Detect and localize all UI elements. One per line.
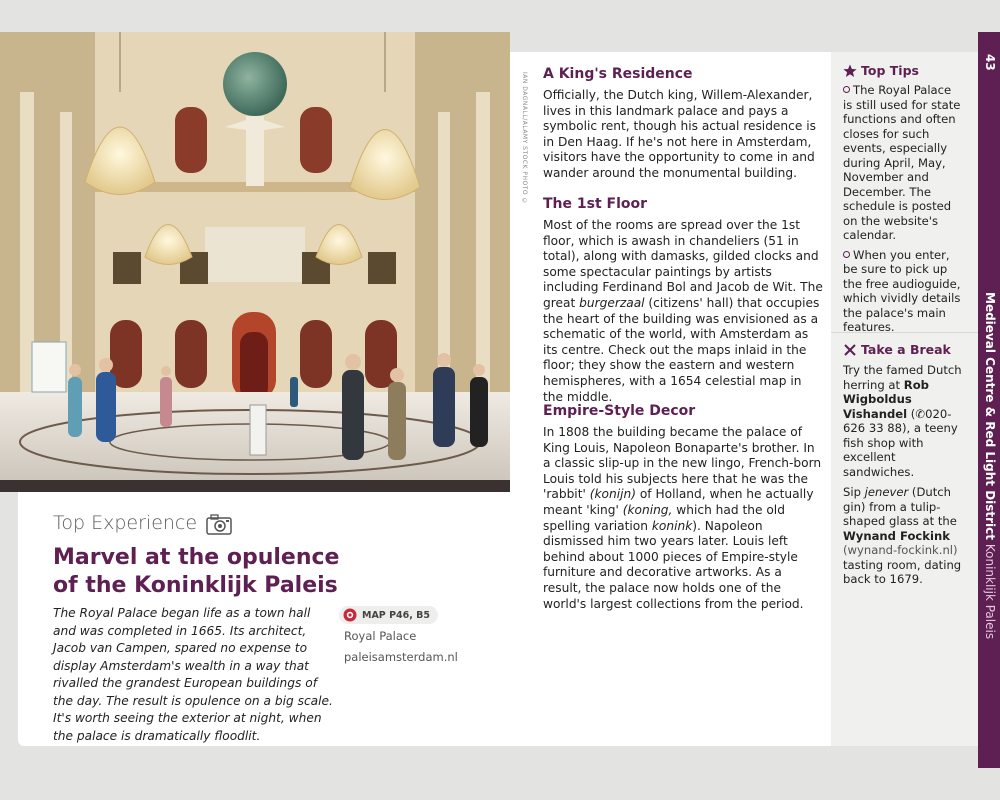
place-name: Royal Palace bbox=[344, 629, 417, 643]
break-text: Try the famed Dutch herring at Rob Wigboldus Vishandel (✆020-626 33 88), a teeny fish shop with excellent sandwiches. bbox=[843, 363, 962, 479]
take-a-break-box bbox=[843, 342, 963, 587]
section-heading: A King's Residence bbox=[543, 66, 693, 82]
section-text: In 1808 the building became the palace of King Louis, Napoleon Bonaparte's brother. In a classic slip-up in the new lingo, French-born Louis told his subjects here that he was the 'rabbit' (konijn) of Holland, when he actually meant 'king' (koning, which had the old spelling variation konink). Napoleon dismissed him two years later. Louis left behind about 1000 pieces of Empire-style furniture and decorative artworks. As a result, the palace now holds one of the world's largest collections from the period. bbox=[543, 425, 822, 611]
page-number: 43 bbox=[983, 54, 997, 71]
map-reference-label: MAP P46, B5 bbox=[362, 609, 431, 621]
page-title bbox=[53, 544, 353, 600]
photo-credit: IAN DAGNALL/ALAMY STOCK PHOTO © bbox=[521, 72, 528, 206]
place-website-link[interactable]: paleisamsterdam.nl bbox=[344, 650, 458, 664]
venue-url: (wynand-fockink.nl) bbox=[843, 543, 958, 557]
section-title-bold: Medieval Centre & Red Light District bbox=[983, 292, 997, 541]
top-tips-heading: Top Tips bbox=[843, 63, 963, 78]
intro-paragraph: The Royal Palace began life as a town hall and was completed in 1665. Its architect, Jacob van Campen, spared no expense to display Amsterdam's wealth in a way that rivalled the grandest European buildings of the day. The result is opulence on a big scale. It's worth seeing the exterior at night, when the palace is dramatically floodlit. bbox=[53, 606, 333, 743]
camera-icon bbox=[206, 513, 232, 535]
section-heading: The 1st Floor bbox=[543, 196, 648, 212]
section-title-light: Koninklijk Paleis bbox=[983, 543, 997, 640]
tip-item: When you enter, be sure to pick up the free audioguide, which vividly details the palace's main features. bbox=[843, 247, 961, 334]
bottom-strip bbox=[0, 746, 1000, 768]
map-reference-badge[interactable] bbox=[339, 606, 438, 624]
map-pin-icon bbox=[343, 608, 357, 622]
section-side-title bbox=[983, 292, 997, 639]
section-heading: Empire-Style Decor bbox=[543, 403, 696, 419]
page-title-line2: of the Koninklijk Paleis bbox=[53, 573, 338, 598]
section-empire-decor bbox=[543, 403, 823, 612]
take-a-break-heading: Take a Break bbox=[843, 342, 963, 357]
break-text: Sip jenever (Dutch gin) from a tulip-shaped glass at the Wynand Fockink (wynand-fockink.nl) tasting room, dating back to 1679. bbox=[843, 485, 962, 586]
star-icon bbox=[843, 64, 857, 78]
tip-item: The Royal Palace is still used for state functions and often closes for such events, especially during April, May, November and December. The schedule is posted on the website's calendar. bbox=[843, 83, 961, 242]
section-first-floor bbox=[543, 196, 823, 405]
section-text: Most of the rooms are spread over the 1st floor, which is awash in chandeliers (51 in total), along with damasks, gilded clocks and some spectacular paintings by artists including Ferdinand Bol and Jacob de Wit. The great burgerzaal (citizens' hall) that occupies the heart of the building was envisioned as a schematic of the world, with Amsterdam as its centre. Check out the maps inlaid in the floor; they show the eastern and western hemispheres, with a 1654 celestial map in the middle. bbox=[543, 218, 823, 404]
phone-icon: ✆ bbox=[915, 406, 926, 421]
bullet-icon bbox=[843, 86, 850, 93]
palace-interior-photo bbox=[0, 32, 510, 492]
top-tips-box bbox=[843, 63, 963, 335]
page-title-line1: Marvel at the opulence bbox=[53, 545, 340, 570]
top-strip bbox=[510, 32, 978, 52]
bullet-icon bbox=[843, 251, 850, 258]
experience-label: Top Experience bbox=[53, 512, 198, 534]
section-text: Officially, the Dutch king, Willem-Alexander, lives in this landmark palace and pays a symbolic rent, though his actual residence is in Den Haag. If he's not here in Amsterdam, visitors have the opportunity to come in and wander around the monumental building. bbox=[543, 88, 816, 180]
cutlery-icon bbox=[843, 343, 857, 357]
section-kings-residence bbox=[543, 66, 823, 182]
